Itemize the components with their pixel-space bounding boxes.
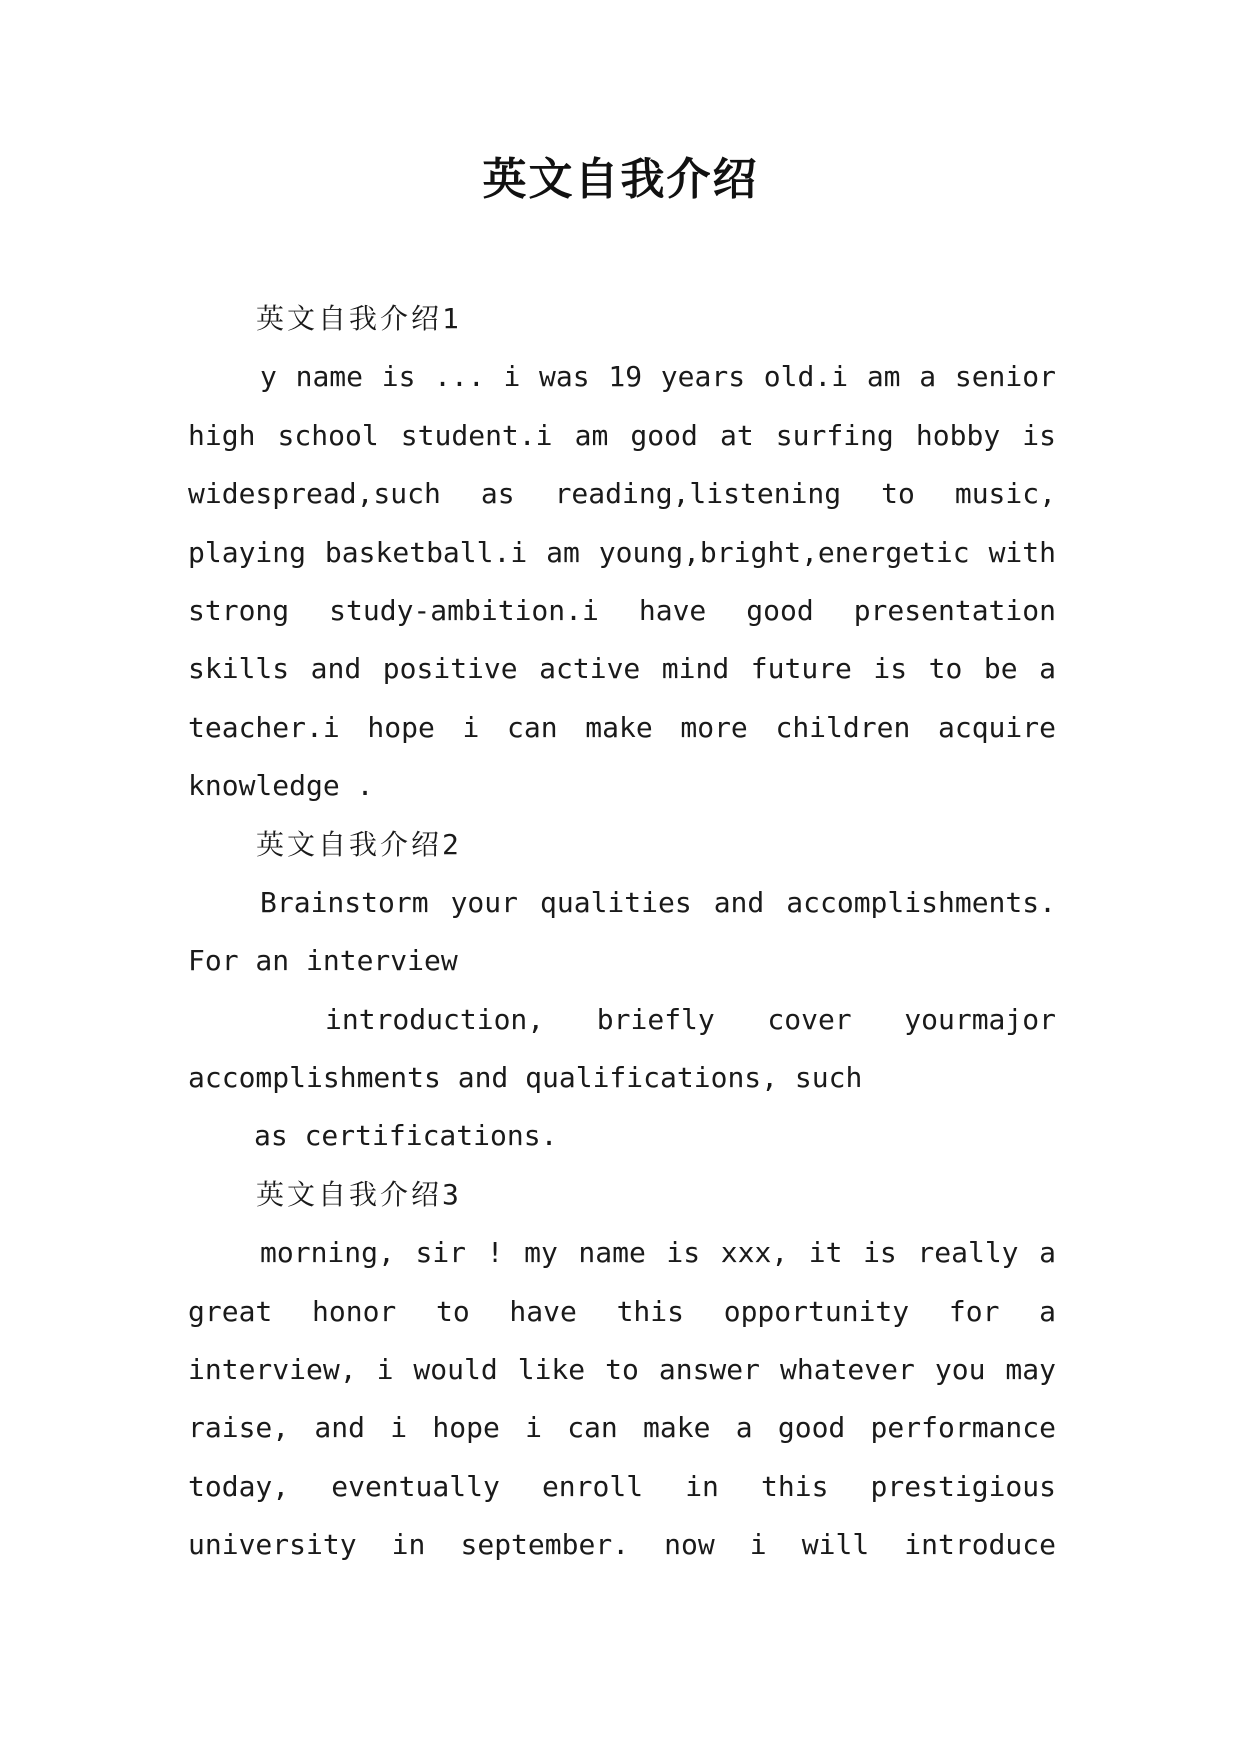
paragraph-line: great honor to have this opportunity for a xyxy=(188,1294,1056,1328)
paragraph-line: y name is ... i was 19 years old.i am a senior xyxy=(260,360,1056,394)
paragraph-line: high school student.i am good at surfing hobby is xyxy=(188,418,1056,452)
paragraph-line: accomplishments and qualifications, such xyxy=(188,1061,863,1095)
paragraph-line: interview, i would like to answer whatever you may xyxy=(188,1353,1056,1387)
paragraph-line: today, eventually enroll in this prestigious xyxy=(188,1469,1056,1503)
paragraph-line: playing basketball.i am young,bright,energetic with xyxy=(188,535,1056,569)
paragraph-line: Brainstorm your qualities and accomplishments. xyxy=(260,885,1056,919)
document-body xyxy=(188,290,1056,1575)
paragraph-line: morning, sir ! my name is xxx, it is really a xyxy=(260,1236,1056,1270)
paragraph-line: widespread,such as reading,listening to music, xyxy=(188,477,1056,511)
paragraph-line: raise, and i hope i can make a good performance xyxy=(188,1411,1056,1445)
paragraph-line: knowledge . xyxy=(188,769,374,803)
section-heading-3: 英文自我介绍3 xyxy=(256,1177,462,1211)
paragraph-line: teacher.i hope i can make more children acquire xyxy=(188,710,1056,744)
section-heading-2: 英文自我介绍2 xyxy=(256,827,462,861)
paragraph-line: strong study-ambition.i have good presentation xyxy=(188,593,1056,627)
paragraph-line: skills and positive active mind future is to be a xyxy=(188,652,1056,686)
paragraph-line: For an interview xyxy=(188,944,458,978)
document-title: 英文自我介绍 xyxy=(482,154,759,205)
paragraph-line: introduction, briefly cover yourmajor xyxy=(325,1002,1056,1036)
paragraph-line: university in september. now i will introduce xyxy=(188,1528,1056,1562)
section-heading-1: 英文自我介绍1 xyxy=(256,302,462,335)
paragraph-line: as certifications. xyxy=(254,1119,558,1153)
